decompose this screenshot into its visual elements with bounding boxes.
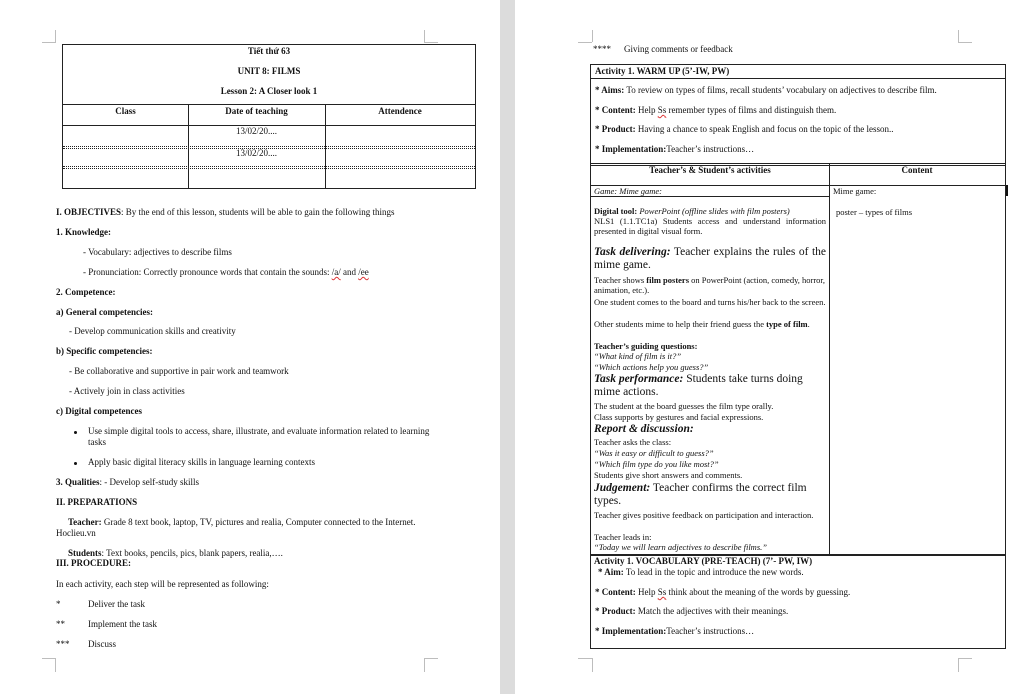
digital-tool-text: PowerPoint (offline slides with film posters) bbox=[637, 206, 790, 216]
guiding-questions-heading: Teacher’s guiding questions: bbox=[594, 341, 698, 351]
content-col-2: poster – types of films bbox=[836, 207, 913, 217]
implementation-text: Teacher’s instructions… bbox=[666, 144, 755, 154]
crop-mark bbox=[55, 658, 56, 672]
qualities-heading: 3. Qualities bbox=[56, 477, 100, 487]
general-competencies-heading: a) General competencies: bbox=[56, 307, 153, 317]
crop-mark bbox=[578, 658, 592, 659]
giving-text: Giving comments or feedback bbox=[624, 44, 733, 54]
objectives-heading: I. OBJECTIVES bbox=[56, 207, 122, 217]
objectives-line bbox=[56, 207, 486, 218]
lesson-title: Lesson 2: A Closer look 1 bbox=[220, 86, 318, 96]
shows-post: on PowerPoint (action, comedy, horror, animation, etc.). bbox=[594, 275, 826, 295]
aims-text: To review on types of films, recall students’ vocabulary on adjectives to describe film. bbox=[624, 85, 937, 95]
bullet bbox=[74, 431, 77, 434]
qualities-text: : - Develop self-study skills bbox=[99, 477, 200, 487]
step-mark: ** bbox=[56, 619, 65, 629]
product2-label: * Product: bbox=[595, 606, 636, 616]
question-1: “What kind of film is it?” bbox=[594, 351, 682, 361]
pronunciation-item bbox=[83, 267, 493, 278]
digital-competence-item: Apply basic digital literacy skills in language learning contexts bbox=[88, 457, 315, 467]
specific-competency-item: - Be collaborative and supportive in pair work and teamwork bbox=[69, 366, 289, 376]
table-marker bbox=[1006, 185, 1008, 196]
date-cell: 13/02/20.... bbox=[235, 126, 277, 136]
aim2-line bbox=[598, 567, 804, 578]
crop-mark bbox=[578, 42, 592, 43]
crop-mark bbox=[592, 30, 593, 42]
procedure-text: In each activity, each step will be represented as following: bbox=[56, 579, 269, 589]
content-ss: Ss bbox=[657, 105, 667, 115]
aim2-label: * Aim: bbox=[598, 567, 624, 577]
students-label: Students bbox=[68, 548, 102, 558]
teacher-preparation bbox=[56, 517, 426, 539]
implementation2-text: Teacher’s instructions… bbox=[666, 626, 755, 636]
crop-mark bbox=[958, 658, 959, 672]
step-mark: *** bbox=[56, 639, 70, 649]
step-text: Deliver the task bbox=[88, 599, 145, 609]
other-bold: type of film bbox=[766, 319, 808, 329]
content2-label: * Content: bbox=[595, 587, 636, 597]
aims-label: * Aims: bbox=[595, 85, 625, 95]
asks-text: Teacher asks the class: bbox=[594, 437, 672, 447]
crop-mark bbox=[958, 30, 959, 42]
crop-mark bbox=[958, 42, 972, 43]
product2-text: Match the adjectives with their meanings. bbox=[635, 606, 789, 616]
content2-post: think about the meaning of the words by guessing. bbox=[666, 587, 851, 597]
judgement bbox=[594, 482, 826, 508]
task-performance bbox=[594, 373, 826, 399]
task-delivering-label: Task delivering: bbox=[594, 246, 671, 258]
document-page-1 bbox=[0, 0, 500, 694]
period-title: Tiết thứ 63 bbox=[247, 46, 291, 56]
step-mark: * bbox=[56, 599, 61, 609]
implementation2-line bbox=[595, 626, 754, 637]
short-answers-text: Students give short answers and comments. bbox=[594, 470, 743, 480]
activity2-info-box bbox=[590, 554, 1006, 649]
product2-line bbox=[595, 606, 788, 617]
crop-mark bbox=[42, 42, 56, 43]
product-text: Having a chance to speak English and focus on the topic of the lesson.. bbox=[635, 124, 894, 134]
col-activities-header: Teacher’s & Student’s activities bbox=[649, 165, 771, 175]
pronunciation-text: - Pronunciation: Correctly pronounce words that contain the sounds: bbox=[83, 267, 332, 277]
question-2: “Which actions help you guess?” bbox=[594, 362, 709, 372]
implementation-label: * Implementation: bbox=[595, 144, 667, 154]
content2-ss: Ss bbox=[657, 587, 667, 597]
task-performance-text: Students take turns doing mime actions. bbox=[594, 373, 803, 398]
teacher-label: Teacher: bbox=[68, 517, 102, 527]
crop-mark bbox=[55, 30, 56, 42]
document-page-2 bbox=[515, 0, 1032, 694]
col-content-header: Content bbox=[901, 165, 933, 175]
objectives-text: : By the end of this lesson, students will be able to gain the following things bbox=[121, 207, 395, 217]
competence-heading: 2. Competence: bbox=[56, 287, 116, 297]
col-date-header: Date of teaching bbox=[225, 106, 288, 116]
other-post: . bbox=[807, 319, 810, 329]
shows-pre: Teacher shows bbox=[594, 275, 647, 285]
teacher-text: Grade 8 text book, laptop, TV, pictures and realia, Computer connected to the Internet. Hoclieu.vn bbox=[56, 517, 416, 538]
specific-competency-item: - Actively join in class activities bbox=[69, 386, 185, 396]
crop-mark bbox=[424, 30, 425, 42]
shows-line bbox=[594, 275, 826, 295]
task-delivering bbox=[594, 246, 826, 272]
nls-text: NLS1 (1.1.TC1a) Students access and understand information presented in digital visual form. bbox=[594, 216, 826, 236]
question-5: “Today we will learn adjectives to describe films.” bbox=[594, 542, 767, 552]
aim2-text: To lead in the topic and introduce the new words. bbox=[623, 567, 804, 577]
bullet bbox=[74, 462, 77, 465]
implementation-line bbox=[595, 144, 754, 155]
implementation2-label: * Implementation: bbox=[595, 626, 667, 636]
sound-2: /ee bbox=[358, 267, 369, 277]
step-text: Implement the task bbox=[88, 619, 157, 629]
preparations-heading: II. PREPARATIONS bbox=[56, 497, 138, 507]
divider bbox=[591, 196, 829, 197]
sound-1: /a/ bbox=[331, 267, 341, 277]
col-attendance-header: Attendence bbox=[378, 106, 422, 116]
crop-mark bbox=[42, 658, 56, 659]
performance-1: The student at the board guesses the film type orally. bbox=[594, 401, 774, 411]
leads-text: Teacher leads in: bbox=[594, 532, 652, 542]
one-student-text: One student comes to the board and turns his/her back to the screen. bbox=[594, 297, 826, 307]
game-title: Game: Mime game: bbox=[594, 186, 662, 196]
activity1-title: Activity 1. WARM UP (5’-IW, PW) bbox=[595, 66, 730, 76]
col-class-header: Class bbox=[115, 106, 136, 116]
content2-line bbox=[595, 587, 850, 598]
feedback-text: Teacher gives positive feedback on participation and interaction. bbox=[594, 510, 814, 520]
other-students-line bbox=[594, 319, 826, 329]
activities-table bbox=[590, 163, 1006, 556]
digital-competences-heading: c) Digital competences bbox=[56, 406, 142, 416]
digital-tool-line bbox=[594, 206, 826, 216]
specific-competencies-heading: b) Specific competencies: bbox=[56, 346, 153, 356]
digital-tool-label: Digital tool: bbox=[594, 206, 638, 216]
question-3: “Was it easy or difficult to guess?” bbox=[594, 448, 714, 458]
page-gap bbox=[500, 0, 515, 694]
content-line bbox=[595, 105, 836, 116]
giving-mark: **** bbox=[593, 44, 611, 54]
product-line bbox=[595, 124, 894, 135]
judgement-text: Teacher confirms the correct film types. bbox=[594, 482, 807, 507]
judgement-label: Judgement: bbox=[594, 482, 651, 494]
content2-pre: Help bbox=[635, 587, 658, 597]
product-label: * Product: bbox=[595, 124, 636, 134]
procedure-heading: III. PROCEDURE: bbox=[56, 558, 132, 568]
content-label: * Content: bbox=[595, 105, 636, 115]
content-col-1: Mime game: bbox=[833, 186, 877, 196]
date-cell: 13/02/20.... bbox=[235, 148, 277, 158]
question-4: “Which film type do you like most?” bbox=[594, 459, 719, 469]
digital-competence-item: Use simple digital tools to access, share, illustrate, and evaluate information related to learning tasks bbox=[88, 426, 430, 447]
shows-bold: film posters bbox=[646, 275, 690, 285]
activity1-info-box bbox=[590, 64, 1006, 166]
step-text: Discuss bbox=[88, 639, 117, 649]
crop-mark bbox=[592, 658, 593, 672]
students-text: : Text books, pencils, pics, blank papers, realia,…. bbox=[101, 548, 283, 558]
unit-title: UNIT 8: FILMS bbox=[237, 66, 301, 76]
content-pre: Help bbox=[635, 105, 658, 115]
crop-mark bbox=[424, 658, 425, 672]
other-pre: Other students mime to help their friend guess the bbox=[594, 319, 767, 329]
task-delivering-text: Teacher explains the rules of the mime game. bbox=[594, 246, 826, 271]
task-performance-label: Task performance: bbox=[594, 373, 684, 385]
content-post: remember types of films and distinguish them. bbox=[666, 105, 837, 115]
lesson-header-table bbox=[62, 44, 476, 189]
crop-mark bbox=[958, 658, 972, 659]
vocabulary-item: - Vocabulary: adjectives to describe films bbox=[83, 247, 232, 257]
aims-line bbox=[595, 85, 1000, 96]
activity2-title: Activity 1. VOCABULARY (PRE-TEACH) (7’- PW, IW) bbox=[594, 556, 813, 566]
knowledge-heading: 1. Knowledge: bbox=[56, 227, 111, 237]
crop-mark bbox=[424, 658, 438, 659]
crop-mark bbox=[424, 42, 438, 43]
general-competency-item: - Develop communication skills and creativity bbox=[69, 326, 236, 336]
qualities-line bbox=[56, 477, 199, 488]
performance-2: Class supports by gestures and facial expressions. bbox=[594, 412, 764, 422]
report-discussion-heading: Report & discussion: bbox=[594, 423, 694, 435]
and-text: and bbox=[340, 267, 359, 277]
